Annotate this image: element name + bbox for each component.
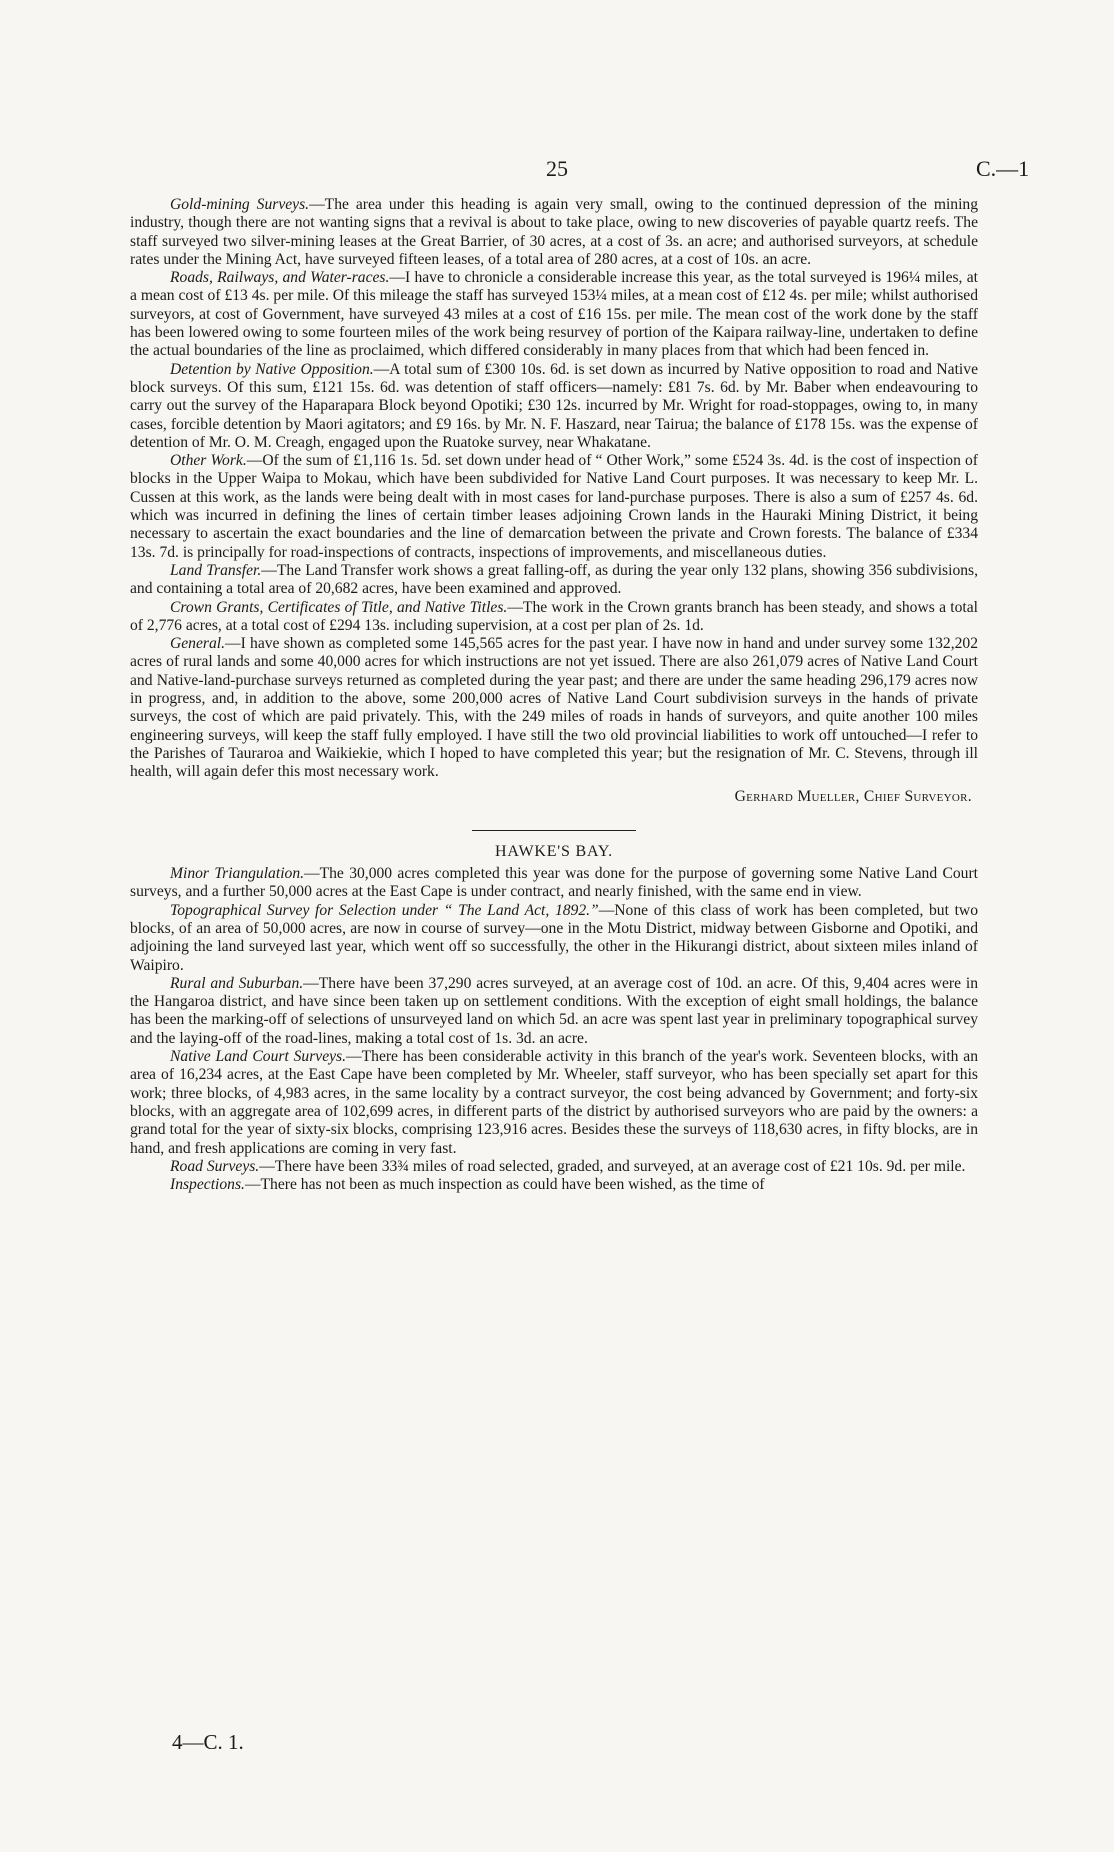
section-divider xyxy=(472,830,636,831)
paragraph-gold-mining xyxy=(130,196,978,269)
page-number: 25 xyxy=(546,156,568,181)
paragraph-heading: General. xyxy=(170,635,225,653)
paragraph-heading: Crown Grants, Certificates of Title, and Native Titles. xyxy=(170,598,508,616)
paragraph-inspections xyxy=(130,1176,978,1194)
paragraph-native-land-court xyxy=(130,1048,978,1158)
paragraph-heading: Gold-mining Surveys. xyxy=(170,196,310,213)
paragraph-text: —Of the sum of £1,116 1s. 5d. set down under head of “ Other Work,” some £524 3s. 4d. is the cost of inspection of blocks in the Upper Waipa to Mokau, which have been subdivided for Native Land Court purposes. It was necessary to keep Mr. L. Cussen at this work, as the lands were being dealt with in most cases for land-purchase purposes. There is also a sum of £257 4s. 6d. which was incurred in defining the lines of certain timber leases adjoining Crown lands in the Hauraki Mining District, it being necessary to ascertain the exact boundaries and the line of demarcation between the private and Crown forests. The balance of £334 13s. 7d. is principally for road-inspections of contracts, inspections of improvements, and miscellaneous duties. xyxy=(130,452,978,561)
section-title: HAWKE'S BAY. xyxy=(495,842,613,860)
paragraph-text: —The 30,000 acres completed this year was done for the purpose of governing some Native Land Court surveys, and a further 50,000 acres at the East Cape is under contract, and nearly finished, with the same end in view. xyxy=(130,865,978,901)
paragraph-rural-suburban xyxy=(130,975,978,1048)
paragraph-heading: Land Transfer. xyxy=(170,561,262,579)
document-body xyxy=(130,196,978,1194)
paragraph-text: —I have to chronicle a considerable increase this year, as the total surveyed is 196¼ miles, at a mean cost of £13 4s. per mile. Of this mileage the staff has surveyed 153¼ miles, at a mean cost of £12 4s. per mile; whilst authorised surveyors, at cost of Government, have surveyed 43 miles at a cost of £16 15s. per mile. The mean cost of the work done by the staff has been lowered owing to some fourteen miles of the work being resurvey of portion of the Kaipara railway-line, undertaken to define the actual boundaries of the line as proclaimed, which differed considerably in many places from that which had been fenced in. xyxy=(130,269,978,360)
paragraph-text: —There have been 37,290 acres surveyed, at an average cost of 10d. an acre. Of this, 9,404 acres were in the Hangaroa district, and have since been taken up on settlement conditions. With the exception of eight small holdings, the balance has been the marking-off of selections of unsurveyed land on which 5d. an acre was spent last year in preliminary topographical survey and the laying-off of the road-lines, making a total cost of 1s. 3d. an acre. xyxy=(130,974,978,1047)
paragraph-minor-triangulation xyxy=(130,865,978,902)
signature: Gerhard Mueller, Chief Surveyor. xyxy=(734,787,972,805)
paragraph-heading: Minor Triangulation. xyxy=(170,865,305,883)
paragraph-heading: Rural and Suburban. xyxy=(170,974,304,992)
paragraph-heading: Other Work. xyxy=(170,452,247,470)
paragraph-heading: Road Surveys. xyxy=(170,1157,260,1175)
paragraph-text: —The work in the Crown grants branch has been steady, and shows a total of 2,776 acres, at a total cost of £294 13s. including supervision, at a cost per plan of 2s. 1d. xyxy=(130,598,978,634)
paragraph-text: —There have been 33¾ miles of road selected, graded, and surveyed, at an average cost of £21 10s. 9d. per mile. xyxy=(259,1157,966,1175)
signature-mark: 4—C. 1. xyxy=(172,1730,244,1754)
paragraph-crown-grants xyxy=(130,599,978,636)
paragraph-text: —There has been considerable activity in this branch of the year's work. Seventeen blocks, with an area of 16,234 acres, at the East Cape have been completed by Mr. Wheeler, staff surveyor, who has been specially set apart for this work; three blocks, of 4,983 acres, in the same locality by a contract surveyor, the cost being advanced by Government; and forty-six blocks, with an aggregate area of 102,699 acres, in different parts of the district by authorised surveyors who are paid by the owners: a grand total for the year of sixty-six blocks, comprising 123,916 acres. Besides these the surveys of 118,630 acres, in fifty blocks, are in hand, and fresh applications are coming in very fast. xyxy=(130,1048,978,1157)
paragraph-text: —A total sum of £300 10s. 6d. is set down as incurred by Native opposition to road and Native block surveys. Of this sum, £121 15s. 6d. was detention of staff officers—namely: £81 7s. 6d. by Mr. Baber when endeavouring to carry out the survey of the Haparapara Block beyond Opotiki; £30 12s. incurred by Mr. Wright for road-stoppages, owing to, in many cases, forcible detention by Maori agitators; and £9 16s. by Mr. N. F. Haszard, near Tairua; the balance of £178 15s. was the expense of detention of Mr. O. M. Creagh, engaged upon the Ruatoke survey, near Whakatane. xyxy=(130,360,978,451)
paragraph-text: —The Land Transfer work shows a great falling-off, as during the year only 132 plans, showing 356 subdivisions, and containing a total area of 20,682 acres, have been examined and approved. xyxy=(130,561,979,598)
paragraph-text: —The area under this heading is again very small, owing to the continued depression of the mining industry, though there are not wanting signs that a revival is about to take place, owing to new discoveries of payable quartz reefs. The staff surveyed two silver-mining leases at the Great Barrier, of 30 acres, at a cost of 3s. an acre; and authorised surveyors, at schedule rates under the Mining Act, have surveyed fifteen leases, of a total area of 280 acres, at a cost of 10s. an acre. xyxy=(130,196,978,268)
paragraph-text: —There has not been as much inspection as could have been wished, as the time of xyxy=(244,1176,765,1194)
paragraph-heading: Roads, Railways, and Water-races. xyxy=(170,269,390,287)
paragraph-road-surveys xyxy=(130,1158,978,1176)
paragraph-heading: Inspections. xyxy=(170,1176,245,1194)
paragraph-roads xyxy=(130,269,978,360)
paragraph-text: —None of this class of work has been completed, but two blocks, of an area of 50,000 acres, are now in course of survey—one in the Motu District, midway between Gisborne and Opotiki, and adjoining the land surveyed last year, which went off so successfully, the other in the Hikurangi district, about sixteen miles inland of Waipiro. xyxy=(130,901,978,974)
paragraph-general xyxy=(130,635,978,781)
paragraph-heading: Detention by Native Opposition. xyxy=(170,360,374,378)
paragraph-heading: Native Land Court Surveys. xyxy=(170,1048,347,1066)
paragraph-text: —I have shown as completed some 145,565 acres for the past year. I have now in hand and under survey some 132,202 acres of rural lands and some 40,000 acres for which instructions are not yet issued. There are also 261,079 acres of Native Land Court and Native-land-purchase surveys returned as completed during the year past; and there are under the same heading 296,179 acres now in progress, and, in addition to the above, some 200,000 acres of Native Land Court subdivision surveys in the hands of private surveys, the cost of which are paid privately. This, with the 249 miles of roads in hands of surveyors, and quite another 100 miles engineering surveys, will keep the staff fully employed. I have still the two old provincial liabilities to work off untouched—I refer to the Parishes of Tauraroa and Waikiekie, which I hoped to have completed this year; but the resignation of Mr. C. Stevens, through ill health, will again defer this most necessary work. xyxy=(130,635,978,781)
paragraph-heading: Topographical Survey for Selection under “ The Land Act, 1892.” xyxy=(170,901,599,919)
paragraph-other-work xyxy=(130,452,978,562)
paragraph-topographical-survey xyxy=(130,902,978,975)
paragraph-detention xyxy=(130,361,978,452)
document-code: C.—1 xyxy=(976,156,1030,181)
paragraph-land-transfer xyxy=(130,562,978,599)
